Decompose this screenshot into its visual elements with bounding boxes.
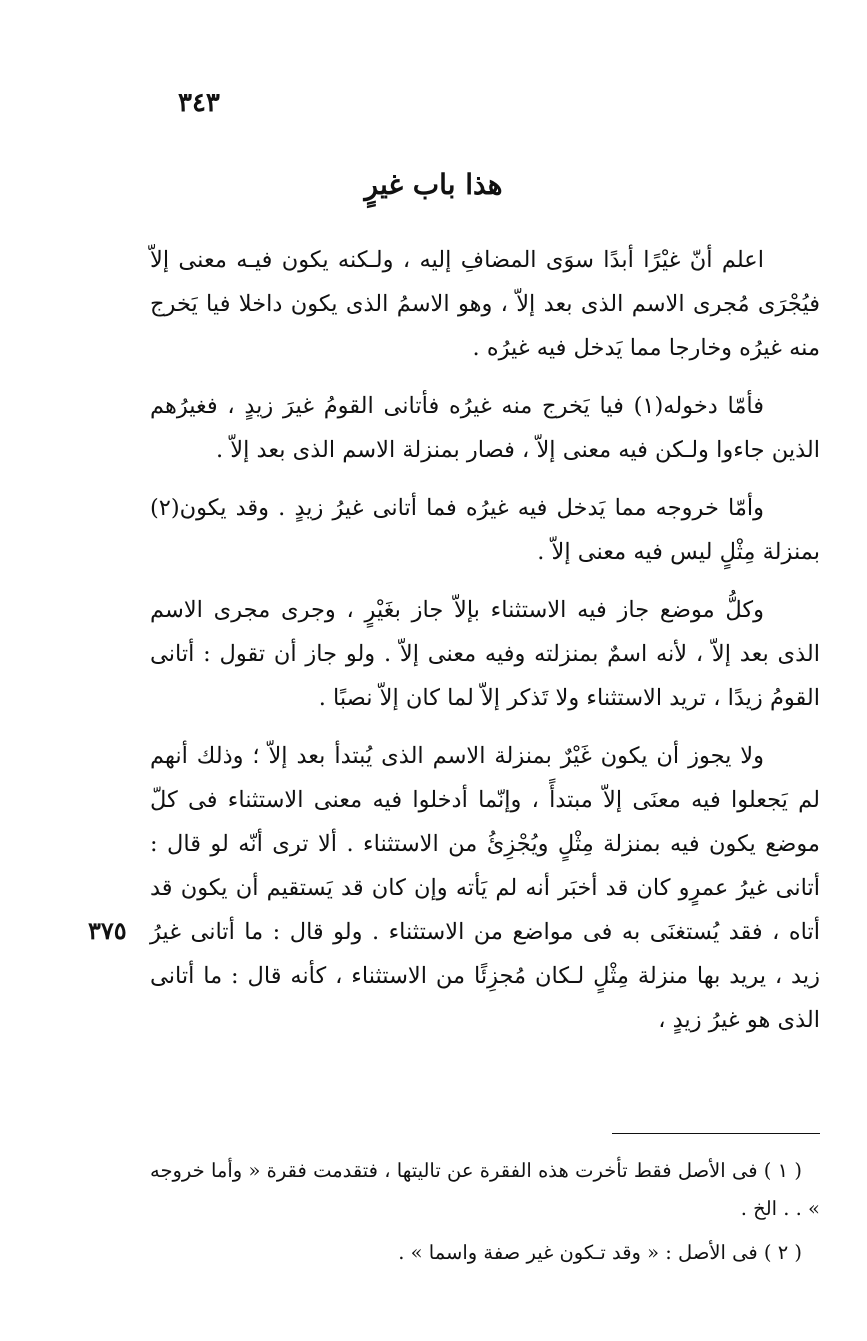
paragraph-1: اعلم أنّ غيْرًا أبدًا سوَى المضافِ إليه ، ولـكنه يكون فيـه معنى إلاّ فيُجْرَى مُجرى الاسم الذى بعد إلاّ ، وهو الاسمُ الذى يكون داخلا فيا يَخرج منه غيرُه وخارجا مما يَدخل فيه غيرُه . bbox=[150, 247, 820, 361]
paragraph-3: وأمّا خروجه مما يَدخل فيه غيرُه فما أتانى غيرُ زيدٍ . وقد يكون(٢) بمنزلة مِثْلٍ ليس فيه معنى إلاّ . bbox=[150, 495, 820, 565]
main-text bbox=[150, 238, 820, 1056]
paragraph-5: ولا يجوز أن يكون غَيْرٌ بمنزلة الاسم الذى يُبتدأ بعد إلاّ ؛ وذلك أنهم لم يَجعلوا فيه معنَى إلاّ مبتدأً ، وإنّما أدخلوا فيه معنى الاستثناء فى كلّ موضع يكون فيه بمنزلة مِثْلٍ ويُجْزِئُ من الاستثناء . ألا ترى أنّه لو قال : أتانى غيرُ عمرٍو كان قد أخبَر أنه لم يَأته وإن كان قد يَستقيم أن يكون قد أتاه ، فقد يُستغنَى به فى مواضع من الاستثناء . ولو قال : ما أتانى غيرُ زيد ، يريد بها منزلة مِثْلٍ لـكان مُجزِئًا من الاستثناء ، كأنه قال : ما أتانى الذى هو غيرُ زيدٍ ، bbox=[150, 743, 820, 1033]
paragraph-4: وكلُّ موضع جاز فيه الاستثناء بإلاّ جاز بغَيْرٍ ، وجرى مجرى الاسم الذى بعد إلاّ ، لأنه اسمٌ بمنزلته وفيه معنى إلاّ . ولو جاز أن تقول : أتانى القومُ زيدًا ، تريد الاستثناء ولا تَذكر إلاّ لما كان إلاّ نصبًا . bbox=[150, 597, 820, 711]
footnotes bbox=[150, 1152, 820, 1278]
footnote-1: ( ١ ) فى الأصل فقط تأخرت هذه الفقرة عن تاليتها ، فتقدمت فقرة « وأما خروجه » . . الخ . bbox=[150, 1159, 820, 1220]
paragraph-2: فأمّا دخوله(١) فيا يَخرج منه غيرُه فأتانى القومُ غيرَ زيدٍ ، فغيرُهم الذين جاءوا ولـكن فيه معنى إلاّ ، فصار بمنزلة الاسم الذى بعد إلاّ . bbox=[150, 393, 820, 463]
chapter-title: هذا باب غيرٍ bbox=[364, 168, 503, 201]
footnote-divider bbox=[612, 1133, 820, 1134]
page-number: ٣٤٣ bbox=[178, 88, 220, 118]
footnote-2: ( ٢ ) فى الأصل : « وقد تـكون غير صفة واسما » . bbox=[398, 1241, 802, 1264]
margin-page-reference: ٣٧٥ bbox=[88, 916, 127, 945]
